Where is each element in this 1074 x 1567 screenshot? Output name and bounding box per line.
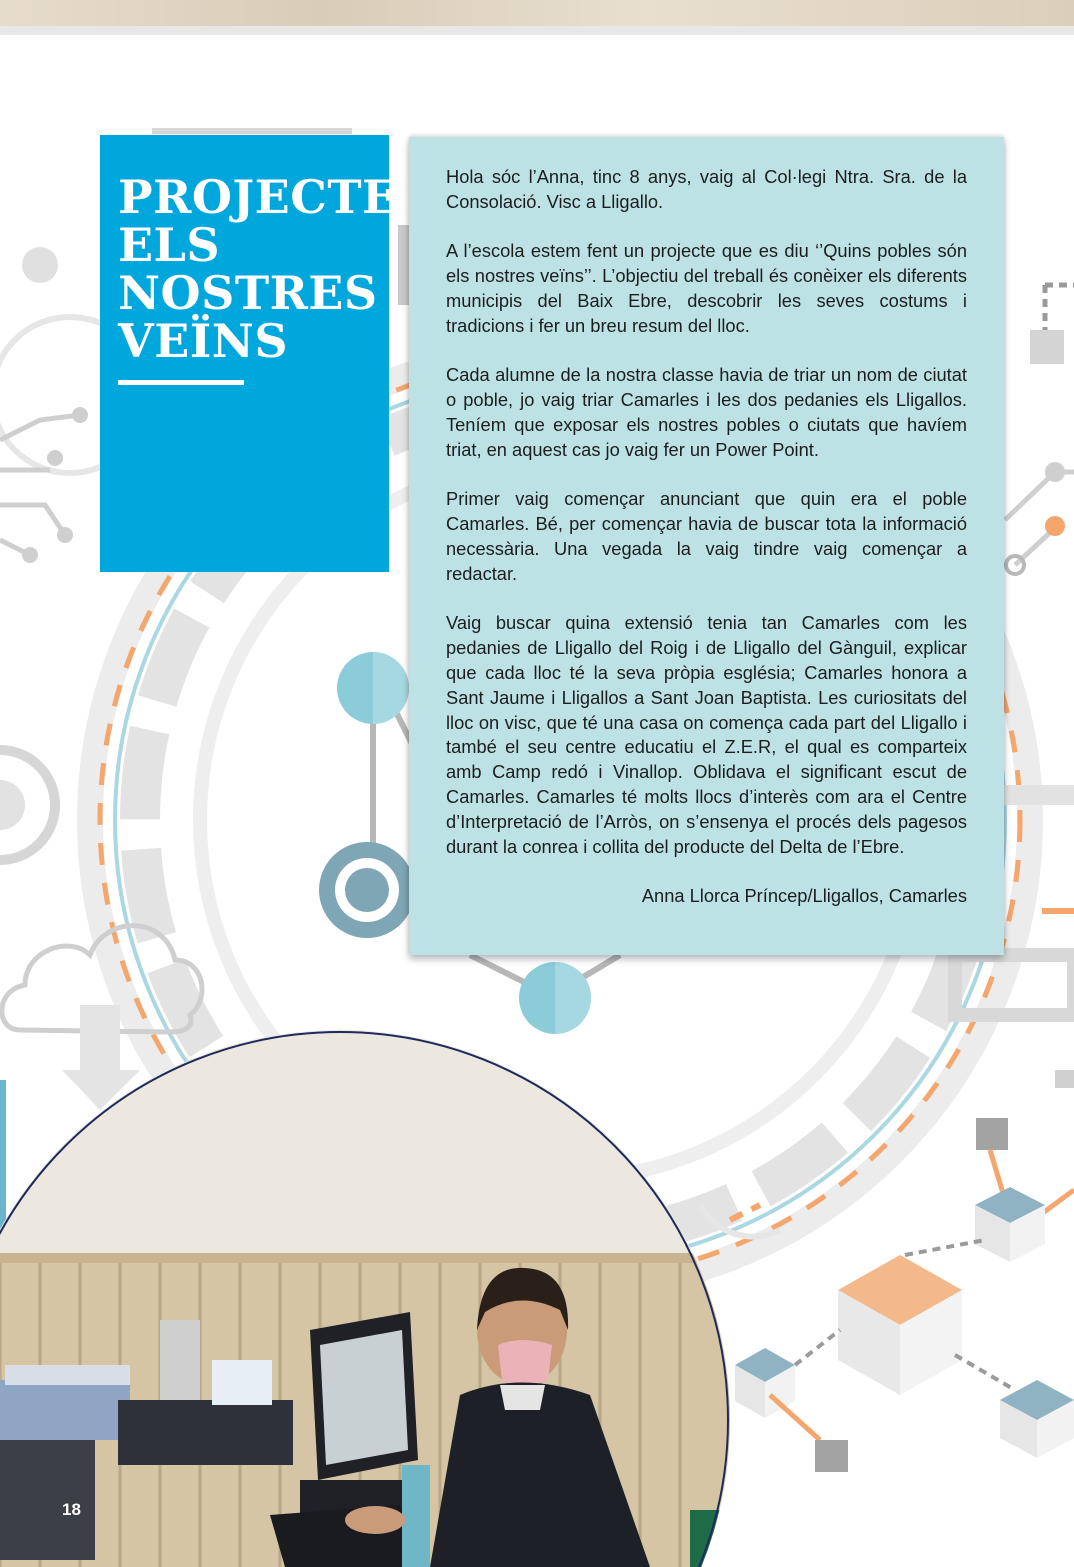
article-title <box>118 170 398 368</box>
author-signature: Anna Llorca Príncep/Lligallos, Camarles <box>641 885 967 907</box>
article-body <box>446 165 967 909</box>
title-line: NOSTRES <box>118 266 378 320</box>
paragraph: A l’escola estem fent un projecte que es diu ‘’Quins pobles són els nostres veïns’’. L’objectiu del treball és conèixer els diferents municipis del Baix Ebre, descobrir les seves costums i tradicions i fer un breu resum del lloc. <box>446 240 967 336</box>
title-box <box>100 135 398 572</box>
page-number: 18 <box>62 1500 81 1519</box>
title-underline <box>118 380 244 385</box>
title-line: ELS <box>118 218 221 272</box>
paragraph: Vaig buscar quina extensió tenia tan Camarles com les pedanies de Lligallo del Roig i de Lligallo del Gànguil, explicar que cada lloc té la seva pròpia església; Camarles honora a Sant Jaume i Lligallos a Sant Joan Baptista. Les curiositats del lloc on visc, que té una casa on comença cada part del Lligallo i també el seu centre educatiu el Z.E.R, el qual es comparteix amb Camp redó i Vinallop. Oblidava el significant escut de Camarles. Camarles té molts llocs d’interès com ara el Centre d’Interpretació de l’Arròs, on s’ensenya el procés dels pagesos durant la conrea i collita del producte del Delta de l’Ebre. <box>446 612 967 857</box>
paragraph: Cada alumne de la nostra classe havia de triar un nom de ciutat o poble, jo vaig triar Camarles i les dos pedanies els Lligallos. Teníem que exposar els nostres pobles o ciutats que havíem triat, en aquest cas jo vaig fer un Power Point. <box>446 364 967 460</box>
article-text-panel <box>409 137 1004 955</box>
title-line: VEÏNS <box>118 314 289 368</box>
paragraph: Hola sóc l’Anna, tinc 8 anys, vaig al Col·legi Ntra. Sra. de la Consolació. Visc a Lligallo. <box>446 166 967 212</box>
photo-student-at-computer <box>0 1020 770 1567</box>
paragraph: Primer vaig començar anunciant que quin era el poble Camarles. Bé, per començar havia de buscar tota la informació necessària. Una vegada la vaig tindre vaig començar a redactar. <box>446 488 967 584</box>
title-line: PROJECTE <box>118 170 398 224</box>
